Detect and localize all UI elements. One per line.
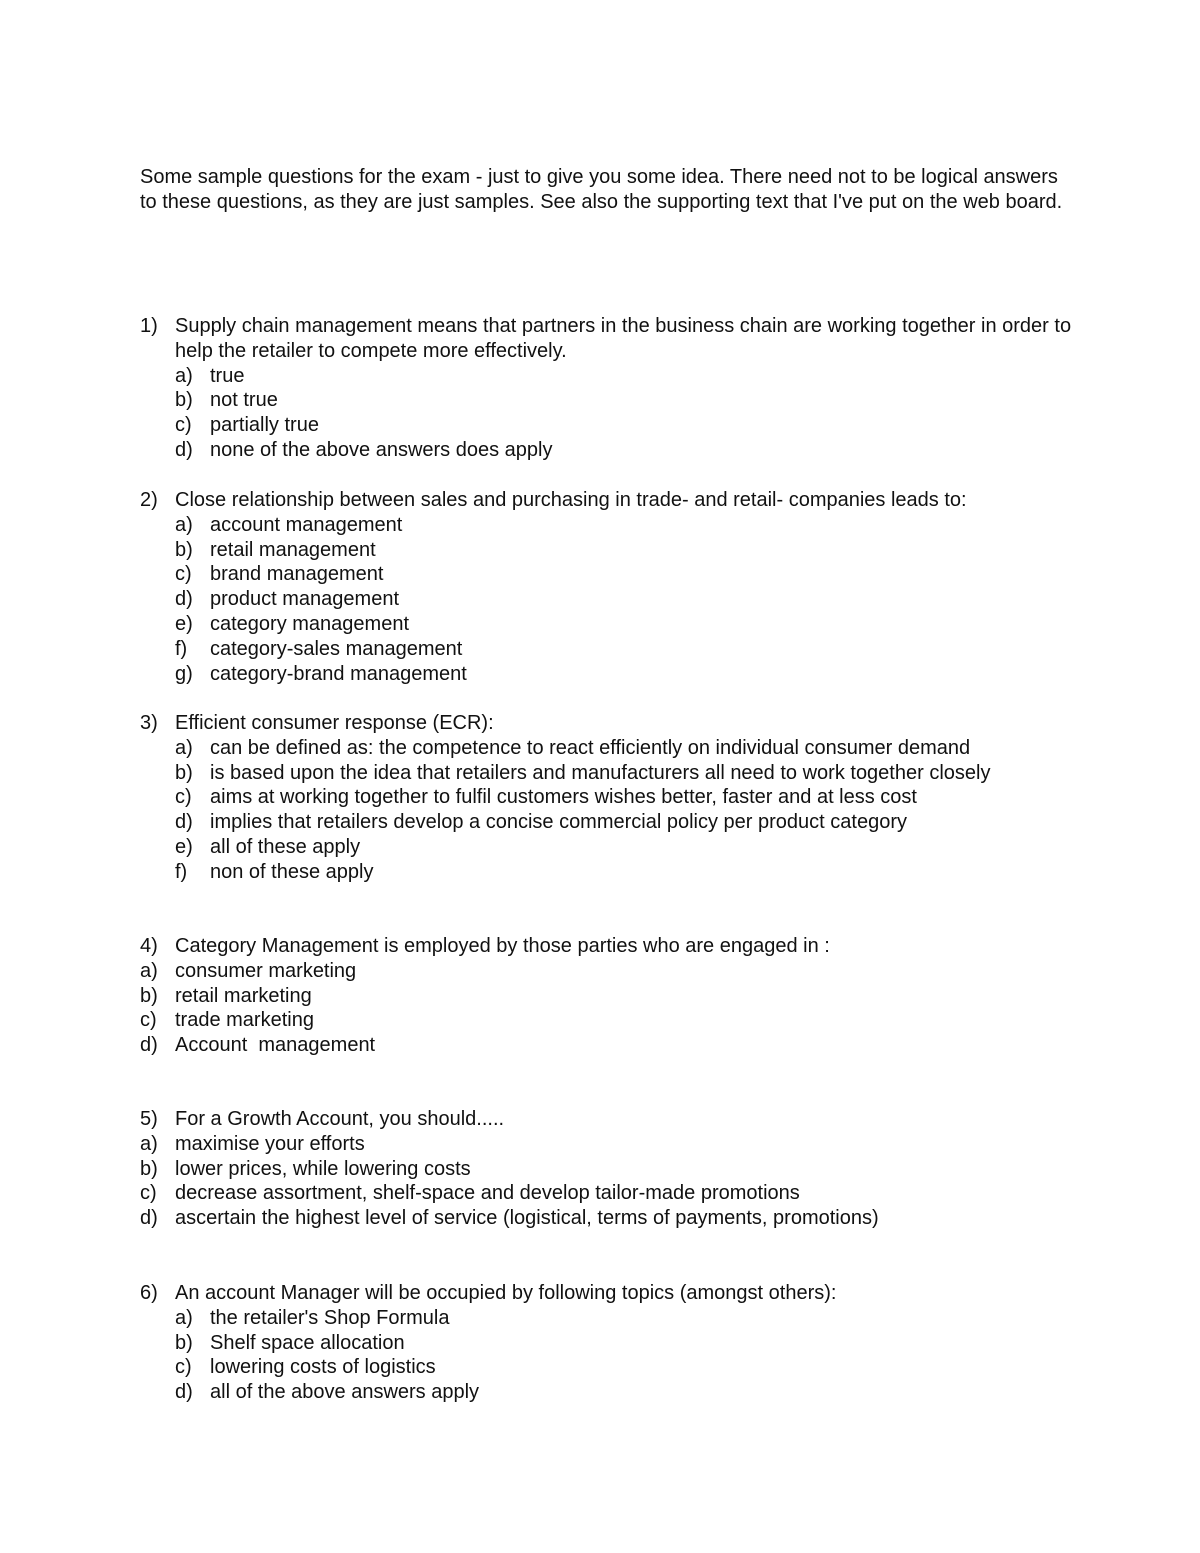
option-item [140,1033,1080,1058]
option-text: lowering costs of logistics [210,1356,436,1379]
option-letter: d) [140,1207,158,1230]
option-text: not true [210,389,278,412]
option-letter: d) [175,811,193,834]
option-text: Shelf space allocation [210,1331,405,1354]
option-item [175,562,1080,587]
option-letter: c) [175,1356,192,1379]
question-number: 3) [140,712,158,734]
option-letter: a) [175,364,193,387]
option-letter: c) [140,1182,157,1205]
option-letter: b) [175,1331,193,1354]
option-letter: g) [175,662,193,685]
option-item [175,1306,1080,1331]
option-text: retail management [210,538,376,561]
option-letter: f) [175,860,188,883]
option-letter: a) [140,959,158,982]
question-1 [140,314,1080,463]
option-item [175,1331,1080,1356]
option-letter: b) [175,538,193,561]
option-item [175,612,1080,637]
option-text: consumer marketing [175,959,357,982]
question-text: Category Management is employed by those parties who are engaged in : [175,935,830,957]
question-3 [140,711,1080,885]
question-number: 5) [140,1108,158,1130]
question-2 [140,488,1080,686]
option-letter: a) [140,1132,158,1155]
option-item [140,1008,1080,1033]
question-text: Close relationship between sales and purchasing in trade- and retail- companies leads to: [175,489,967,511]
option-text: all of these apply [210,835,361,858]
question-number: 1) [140,315,158,337]
option-item [175,388,1080,413]
option-item [140,1132,1080,1157]
option-text: can be defined as: the competence to react efficiently on individual consumer demand [210,736,971,759]
option-letter: b) [175,389,193,412]
question-6 [140,1281,1080,1405]
intro-paragraph: Some sample questions for the exam - just to give you some idea. There need not to be logical answers to these questions, as they are just samples. See also the supporting text that I've put on the web board. [140,166,1063,213]
option-letter: b) [140,1157,158,1180]
option-item [175,736,1080,761]
options-list [175,513,1080,687]
option-item [175,438,1080,463]
question-number: 6) [140,1282,158,1304]
option-item [175,785,1080,810]
question-text: An account Manager will be occupied by following topics (amongst others): [175,1282,837,1304]
option-item [140,1206,1080,1231]
option-item [175,810,1080,835]
option-item [175,587,1080,612]
option-text: account management [210,513,403,536]
option-letter: e) [175,835,193,858]
options-list [175,364,1080,463]
option-letter: c) [175,563,192,586]
option-text: Account management [175,1034,376,1057]
option-letter: d) [175,1381,193,1404]
question-text: Supply chain management means that partners in the business chain are working together in order to help the retailer to compete more effectively. [175,315,1072,362]
option-item [175,413,1080,438]
option-text: decrease assortment, shelf-space and develop tailor-made promotions [175,1182,800,1205]
option-item [140,959,1080,984]
option-item [175,637,1080,662]
option-letter: a) [175,1306,193,1329]
option-item [175,538,1080,563]
options-list [140,959,1080,1058]
option-letter: b) [140,984,158,1007]
option-text: product management [210,588,400,611]
option-text: brand management [210,563,384,586]
option-text: retail marketing [175,984,312,1007]
options-list [140,1132,1080,1231]
option-item [175,1355,1080,1380]
option-text: lower prices, while lowering costs [175,1157,471,1180]
question-text: Efficient consumer response (ECR): [175,712,494,734]
option-item [175,662,1080,687]
option-text: none of the above answers does apply [210,438,553,461]
option-letter: c) [140,1009,157,1032]
option-item [175,1380,1080,1405]
option-letter: d) [175,588,193,611]
option-text: the retailer's Shop Formula [210,1306,450,1329]
option-text: category-sales management [210,637,463,660]
option-item [140,1157,1080,1182]
options-list [175,1306,1080,1405]
option-text: true [210,364,245,387]
option-item [175,761,1080,786]
option-letter: c) [175,414,192,437]
option-item [175,860,1080,885]
option-item [140,984,1080,1009]
question-5 [140,1107,1080,1231]
question-text: For a Growth Account, you should..... [175,1108,505,1130]
option-letter: a) [175,736,193,759]
option-text: non of these apply [210,860,374,883]
option-text: maximise your efforts [175,1132,365,1155]
option-letter: c) [175,786,192,809]
option-letter: f) [175,637,188,660]
question-4 [140,934,1080,1058]
options-list [175,736,1080,885]
option-text: implies that retailers develop a concise commercial policy per product category [210,811,907,834]
option-text: aims at working together to fulfil customers wishes better, faster and at less cost [210,786,917,809]
option-letter: a) [175,513,193,536]
option-text: is based upon the idea that retailers and manufacturers all need to work together closely [210,761,991,784]
option-text: trade marketing [175,1009,314,1032]
option-text: category-brand management [210,662,467,685]
option-letter: d) [140,1034,158,1057]
option-text: category management [210,612,410,635]
option-letter: d) [175,438,193,461]
question-number: 4) [140,935,158,957]
option-text: ascertain the highest level of service (logistical, terms of payments, promotions) [175,1207,879,1230]
option-item [175,364,1080,389]
option-text: partially true [210,414,319,437]
option-item [140,1181,1080,1206]
option-text: all of the above answers apply [210,1381,480,1404]
option-item [175,835,1080,860]
option-letter: e) [175,612,193,635]
question-number: 2) [140,489,158,511]
option-letter: b) [175,761,193,784]
option-item [175,513,1080,538]
